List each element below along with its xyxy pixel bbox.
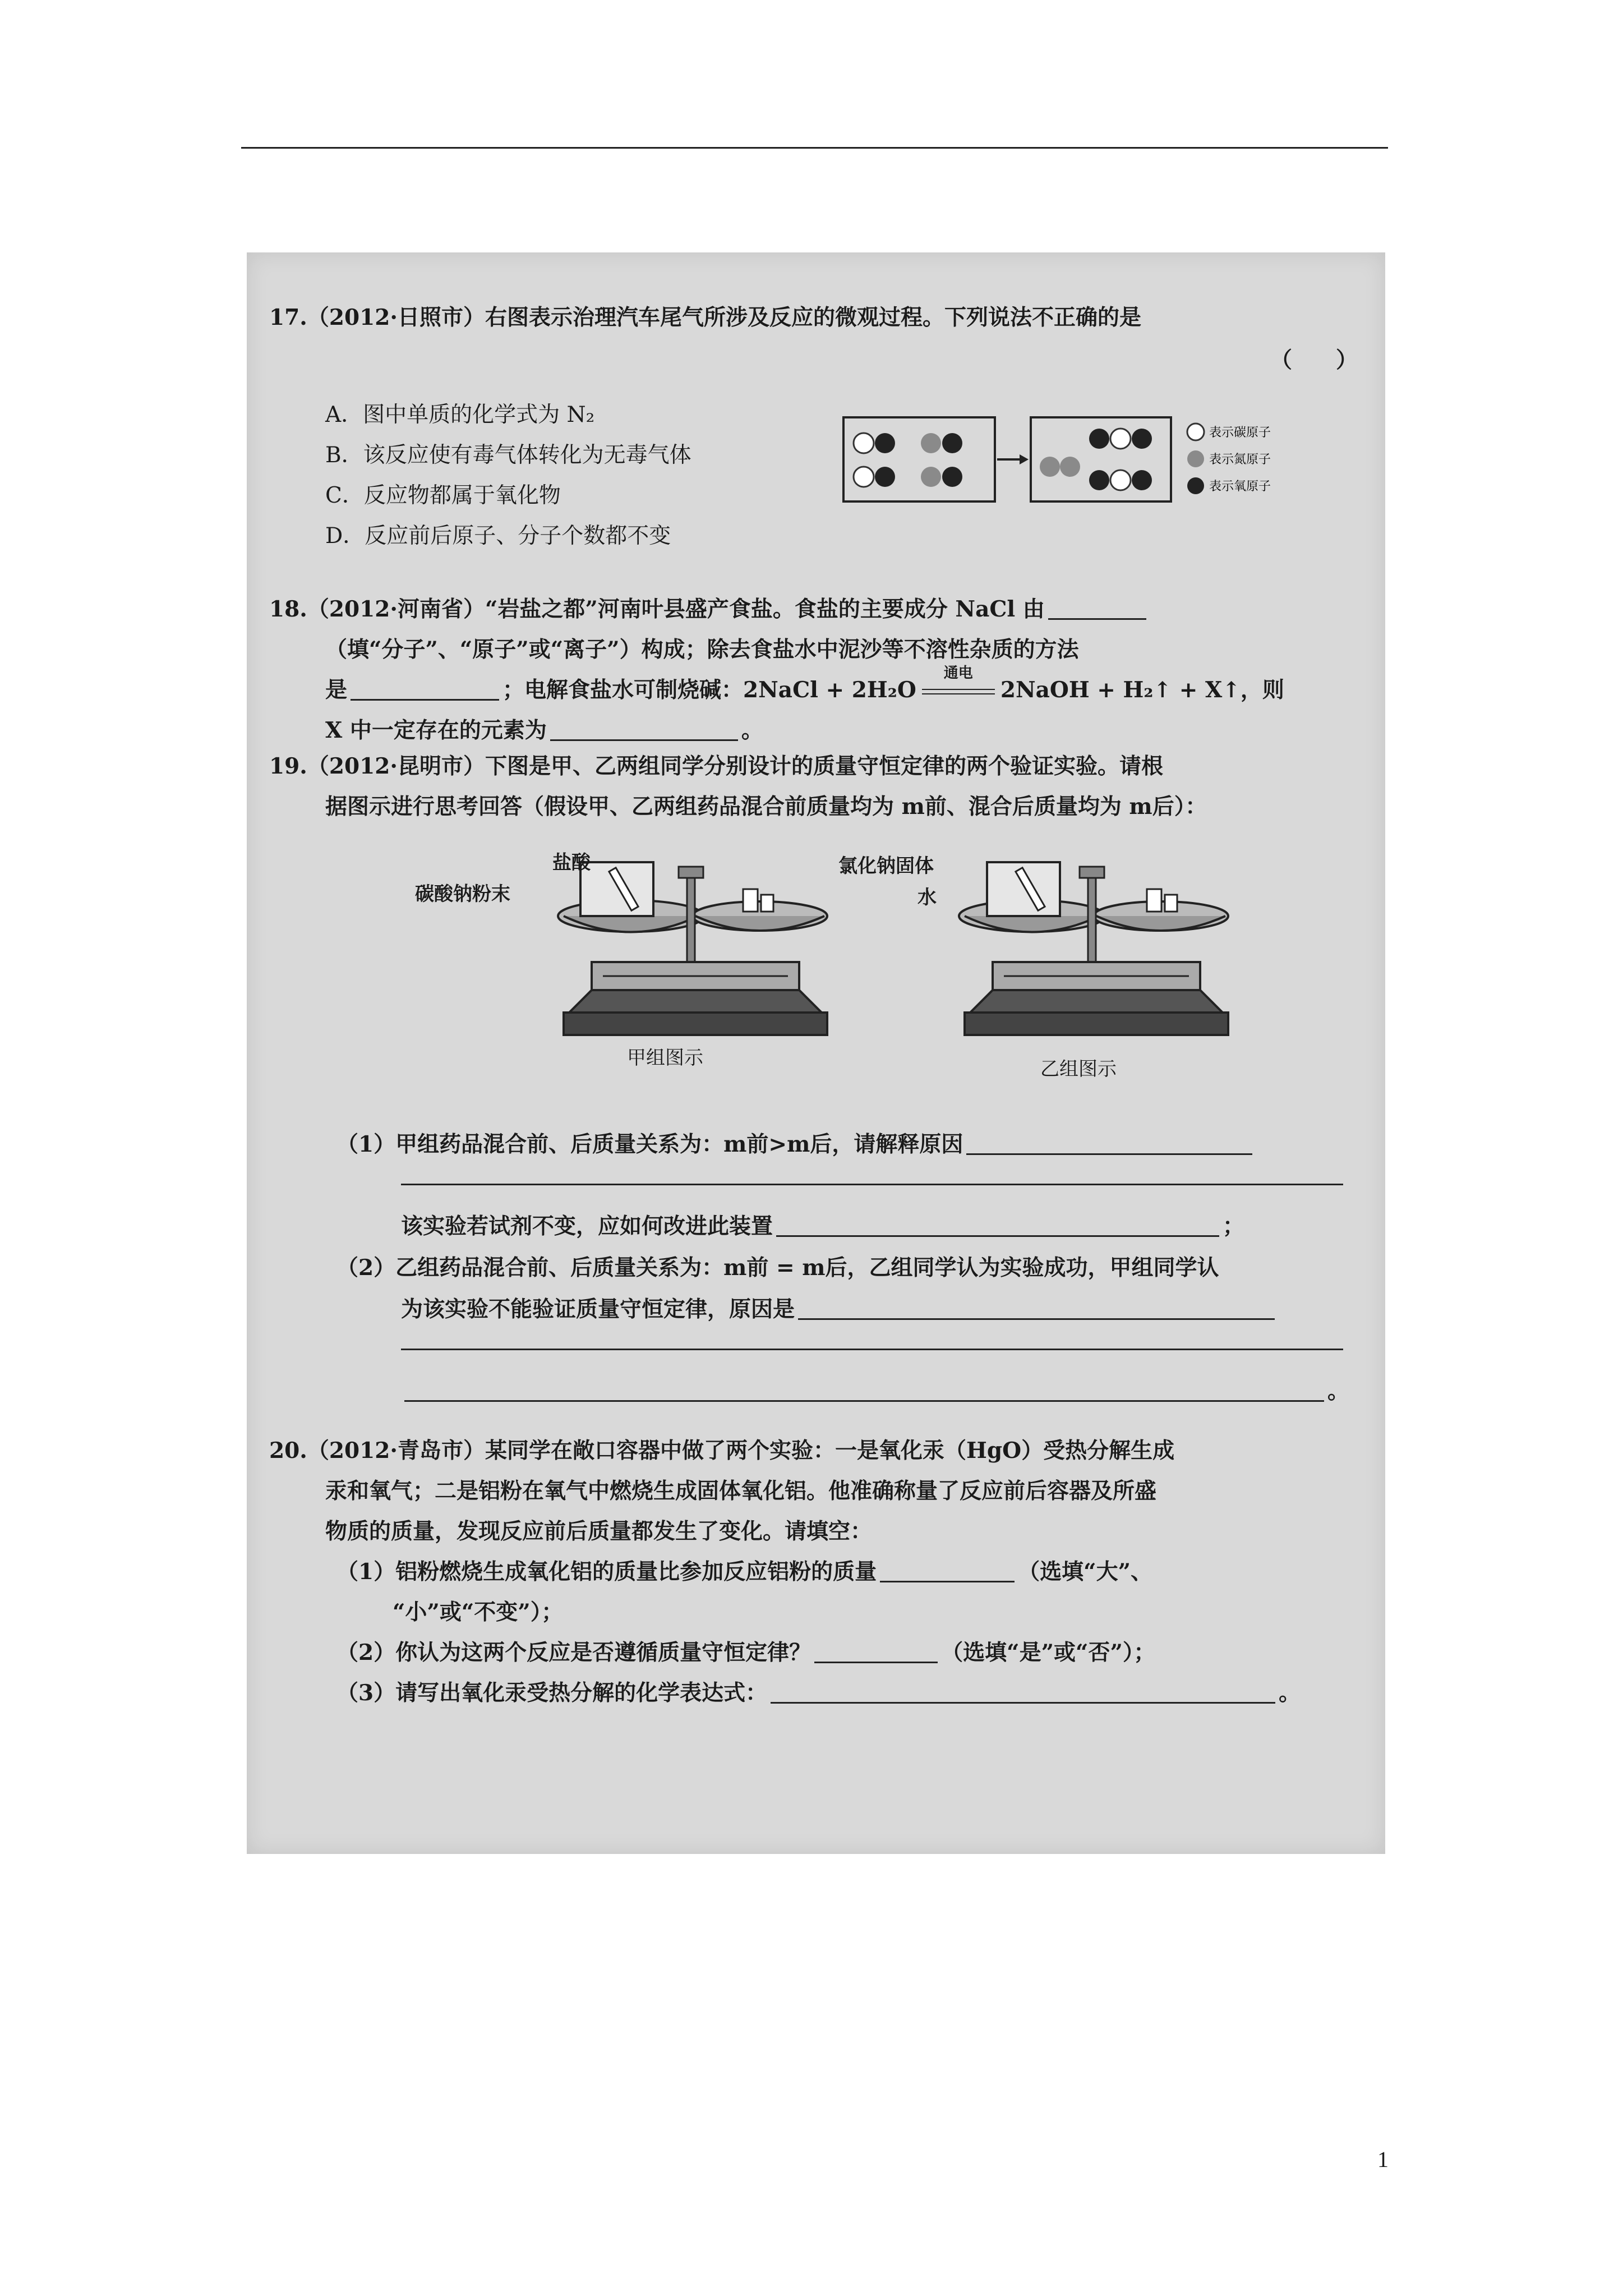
q17-stem: 17.（2012·日照市）右图表示治理汽车尾气所涉及反应的微观过程。下列说法不正确的是 bbox=[269, 305, 1141, 330]
q19-part1-improve: 该实验若试剂不变，应如何改进此装置 bbox=[401, 1213, 773, 1239]
q20-part3-text: （3）请写出氧化汞受热分解的化学表达式： bbox=[336, 1680, 768, 1706]
q20-part1-choice: （选填“大”、 bbox=[1018, 1559, 1153, 1585]
q18-condition-text: 通电 bbox=[943, 665, 973, 682]
q19-blank-2b[interactable] bbox=[401, 1349, 1343, 1350]
label-hydrochloric-acid: 盐酸 bbox=[552, 852, 591, 874]
q18-line3 bbox=[325, 665, 1284, 705]
q19-blank-2a[interactable] bbox=[798, 1296, 1275, 1320]
q17-option-c: C．反应物都属于氧化物 bbox=[325, 483, 561, 508]
q19-part1-line3 bbox=[401, 1212, 1244, 1241]
q19-part2-line2 bbox=[401, 1295, 1278, 1324]
legend-carbon-icon bbox=[1187, 424, 1204, 440]
balance-a-illustration bbox=[552, 850, 889, 1074]
q20-part3 bbox=[336, 1678, 1301, 1708]
q18-blank-1[interactable] bbox=[1048, 596, 1146, 620]
q19-part2-reason: 为该实验不能验证质量守恒定律，原因是 bbox=[401, 1296, 795, 1322]
q20-part1-line2: “小”或“不变”）； bbox=[393, 1599, 564, 1625]
q18-condition-arrow bbox=[916, 665, 1000, 705]
q20-part3-end: 。 bbox=[1279, 1680, 1301, 1706]
q19-part1-end: ； bbox=[1223, 1213, 1245, 1239]
label-sodium-carbonate: 碳酸钠粉末 bbox=[415, 883, 510, 905]
q19-blank-1c[interactable] bbox=[776, 1213, 1219, 1237]
q18-line1 bbox=[269, 595, 1150, 624]
q20-line1: 20.（2012·青岛市）某同学在敞口容器中做了两个实验：一是氧化汞（HgO）受热分解生成 bbox=[269, 1438, 1175, 1464]
legend-carbon: 表示碳原子 bbox=[1209, 426, 1271, 440]
q20-part1-text: （1）铝粉燃烧生成氧化铝的质量比参加反应铝粉的质量 bbox=[336, 1559, 877, 1585]
q19-line1: 19.（2012·昆明市）下图是甲、乙两组同学分别设计的质量守恒定律的两个验证实验。请根 bbox=[269, 753, 1163, 779]
q20-line2: 汞和氧气；二是铝粉在氧气中燃烧生成固体氧化铝。他准确称量了反应前后容器及所盛 bbox=[325, 1478, 1157, 1504]
q18-blank-3[interactable] bbox=[550, 717, 738, 741]
q18-line4-b: 。 bbox=[741, 717, 763, 743]
q18-line2: （填“分子”、“原子”或“离子”）构成；除去食盐水中泥沙等不溶性杂质的方法 bbox=[325, 637, 1079, 662]
q18-line3-c: 2NaOH + H₂↑ + X↑，则 bbox=[1000, 677, 1284, 703]
q18-line3-b: ；电解食盐水可制烧碱：2NaCl + 2H₂O bbox=[502, 677, 916, 703]
q20-blank-2[interactable] bbox=[814, 1639, 938, 1663]
q18-blank-2[interactable] bbox=[351, 677, 499, 701]
q19-part2-end: 。 bbox=[1327, 1378, 1350, 1404]
page-number: 1 bbox=[1377, 2147, 1389, 2172]
label-sodium-chloride-solid: 氯化钠固体 bbox=[838, 855, 934, 877]
molecule-diagram bbox=[841, 415, 1318, 505]
q18-line3-a: 是 bbox=[325, 677, 348, 703]
q18-line1-text: 18.（2012·河南省）“岩盐之都”河南叶县盛产食盐。食盐的主要成分 NaCl 由 bbox=[269, 596, 1045, 622]
legend-nitrogen-icon bbox=[1187, 450, 1204, 467]
legend-oxygen-icon bbox=[1187, 477, 1204, 494]
header-rule bbox=[241, 147, 1388, 149]
q17-option-b: B．该反应使有毒气体转化为无毒气体 bbox=[325, 443, 691, 468]
q19-part1-text: （1）甲组药品混合前、后质量关系为：m前>m后，请解释原因 bbox=[336, 1131, 963, 1157]
label-water: 水 bbox=[917, 886, 937, 909]
caption-group-b: 乙组图示 bbox=[1040, 1058, 1117, 1080]
q19-part2-line4 bbox=[401, 1377, 1349, 1406]
q20-blank-3[interactable] bbox=[771, 1680, 1275, 1704]
q20-line3: 物质的质量，发现反应前后质量都发生了变化。请填空： bbox=[325, 1519, 873, 1544]
q18-line4-a: X 中一定存在的元素为 bbox=[325, 717, 547, 743]
q19-part2-line1: （2）乙组药品混合前、后质量关系为：m前 = m后，乙组同学认为实验成功，甲组同学认 bbox=[336, 1255, 1219, 1281]
q19-part1-line1 bbox=[336, 1130, 1256, 1159]
q20-part2-text: （2）你认为这两个反应是否遵循质量守恒定律？ bbox=[336, 1640, 811, 1665]
legend-oxygen: 表示氧原子 bbox=[1209, 480, 1271, 494]
legend-nitrogen: 表示氮原子 bbox=[1209, 453, 1271, 467]
before-box bbox=[843, 417, 995, 501]
q19-line2: 据图示进行思考回答（假设甲、乙两组药品混合前质量均为 m前、混合后质量均为 m后）： bbox=[325, 794, 1207, 820]
q18-line4 bbox=[325, 716, 763, 745]
q17-option-a: A．图中单质的化学式为 N₂ bbox=[325, 402, 595, 427]
q19-blank-1a[interactable] bbox=[966, 1131, 1252, 1155]
caption-group-a: 甲组图示 bbox=[627, 1047, 703, 1069]
balance-b-illustration bbox=[953, 850, 1290, 1074]
q19-blank-1b[interactable] bbox=[401, 1184, 1343, 1185]
q19-blank-2c[interactable] bbox=[404, 1378, 1324, 1402]
q17-answer-bracket: （ ） bbox=[1270, 347, 1358, 373]
q20-part2-choice: （选填“是”或“否”）； bbox=[941, 1640, 1156, 1665]
q17-option-d: D．反应前后原子、分子个数都不变 bbox=[325, 523, 671, 549]
q20-part1-line1 bbox=[336, 1557, 1152, 1586]
q20-part2 bbox=[336, 1638, 1155, 1667]
q20-blank-1[interactable] bbox=[880, 1558, 1015, 1582]
